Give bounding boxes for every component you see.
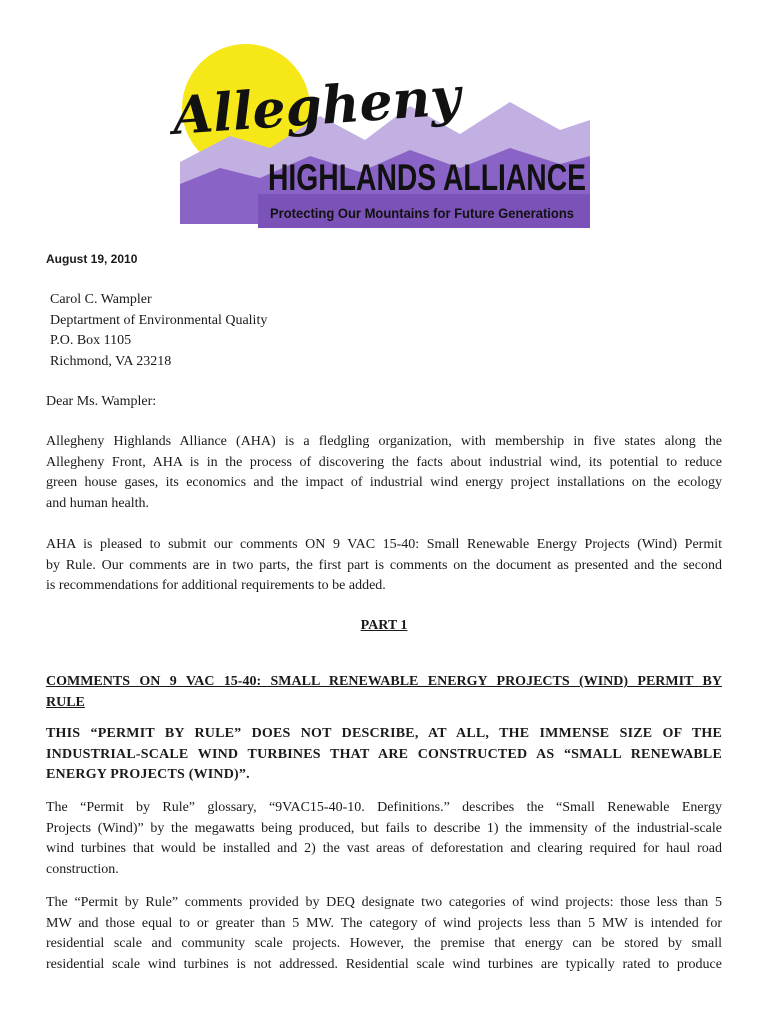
part-heading: PART 1: [360, 618, 408, 633]
text-line: residential scale and community scale projects. However, the premise that energy can be stored by small: [46, 936, 722, 951]
text-line: The “Permit by Rule” comments provided by DEQ designate two categories of wind projects: those less than 5: [46, 895, 722, 910]
text-line: The “Permit by Rule” glossary, “9VAC15-40-10. Definitions.” describes the “Small Renewable Energy: [46, 800, 722, 815]
submission-paragraph: [46, 535, 722, 597]
address-line: P.O. Box 1105: [50, 333, 132, 348]
address-line: Carol C. Wampler: [50, 292, 152, 307]
letter-date: August 19, 2010: [46, 252, 138, 266]
intro-paragraph: [46, 432, 722, 514]
text-line: is recommendations for additional requirements to be added.: [46, 578, 386, 593]
heading-line: RULE: [46, 694, 85, 710]
logo-main-word: HIGHLANDS ALLIANCE: [268, 157, 586, 198]
logo-graphic: [160, 44, 608, 234]
text-line: residential scale wind turbines is not addressed. Residential scale wind turbines are typically rated to produce: [46, 956, 722, 972]
text-line: AHA is pleased to submit our comments ON 9 VAC 15-40: Small Renewable Energy Projects (Wind) Permit: [46, 537, 722, 552]
heading-line: ENERGY PROJECTS (WIND)”.: [46, 767, 250, 782]
address-line: Richmond, VA 23218: [50, 353, 172, 369]
heading-line: THIS “PERMIT BY RULE” DOES NOT DESCRIBE, AT ALL, THE IMMENSE SIZE OF THE: [46, 726, 722, 741]
glossary-paragraph: [46, 798, 722, 880]
text-line: wind turbines that would be installed and 2) the vast areas of deforestation and clearing required for haul road: [46, 841, 722, 856]
heading-line: INDUSTRIAL-SCALE WIND TURBINES THAT ARE CONSTRUCTED AS “SMALL RENEWABLE: [46, 746, 722, 762]
salutation: Dear Ms. Wampler:: [46, 394, 157, 409]
address-line: Deptartment of Environmental Quality: [50, 312, 268, 328]
text-line: and human health.: [46, 495, 150, 511]
logo-tagline: Protecting Our Mountains for Future Generations: [270, 205, 575, 221]
text-line: Allegheny Highlands Alliance (AHA) is a fledgling organization, with membership in five states along the: [46, 434, 722, 449]
comments-heading: [46, 672, 722, 713]
text-line: Projects (Wind)” by the megawatts being produced, but fails to describe 1) the immensity of the industrial-scale: [46, 820, 722, 836]
categories-paragraph: [46, 893, 722, 975]
permit-heading: [46, 724, 722, 786]
text-line: Allegheny Front, AHA is in the process of discovering the facts about industrial wind, its potential to reduce: [46, 454, 722, 470]
text-line: MW and those equal to or greater than 5 MW. The category of wind projects less than 5 MW is intended for: [46, 915, 722, 931]
text-line: by Rule. Our comments are in two parts, the first part is comments on the document as presented and the second: [46, 557, 722, 573]
text-line: green house gases, its economics and the impact of industrial wind energy project installations on the ecology: [46, 475, 722, 490]
heading-line: COMMENTS ON 9 VAC 15-40: SMALL RENEWABLE ENERGY PROJECTS (WIND) PERMIT BY: [46, 674, 722, 689]
recipient-address: [50, 290, 267, 372]
logo-script-word: Allegheny: [170, 66, 463, 147]
text-line: construction.: [46, 861, 119, 877]
organization-logo: [160, 44, 608, 234]
